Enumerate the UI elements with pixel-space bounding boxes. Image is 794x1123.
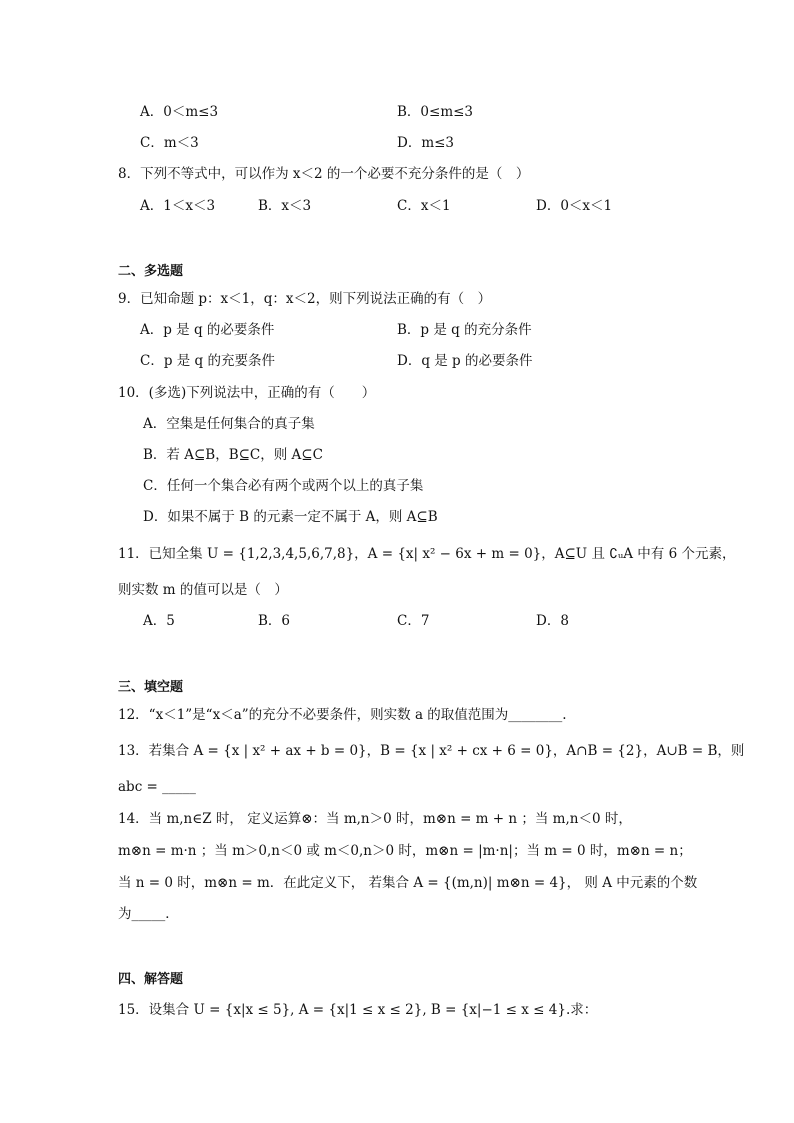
section-title-solution: 四、解答题 <box>118 972 184 987</box>
q9-option-c: C．p 是 q 的充要条件 <box>140 353 275 369</box>
q9-option-d: D．q 是 p 的必要条件 <box>397 353 533 369</box>
q8-stem: 8．下列不等式中，可以作为 x＜2 的一个必要不充分条件的是（ ） <box>118 166 530 182</box>
q8-option-a: A．1＜x＜3 <box>140 198 216 214</box>
q11-option-b: B．6 <box>258 613 291 629</box>
q11-option-d: D．8 <box>536 613 569 629</box>
q8-option-b: B．x＜3 <box>258 198 312 214</box>
q7-option-b: B．0≤m≤3 <box>397 104 474 120</box>
q7-option-d: D．m≤3 <box>397 135 455 151</box>
q7-option-c: C．m＜3 <box>140 135 199 151</box>
q9-option-b: B．p 是 q 的充分条件 <box>397 322 532 338</box>
q14-line1: 14．当 m,n∈Z 时， 定义运算⊗：当 m,n＞0 时，m⊗n = m + n ；当 m,n＜0 时， <box>118 811 632 827</box>
q9-stem: 9．已知命题 p：x＜1，q：x＜2，则下列说法正确的有（ ） <box>118 291 492 307</box>
q7-option-a: A．0＜m≤3 <box>140 104 219 120</box>
q11-option-a: A．5 <box>143 613 175 629</box>
q10-option-a: A．空集是任何集合的真子集 <box>143 416 315 432</box>
section-title-fill-blank: 三、填空题 <box>118 680 184 695</box>
q14-line3: 当 n = 0 时，m⊗n = m．在此定义下， 若集合 A = {(m,n)| m⊗n = 4}， 则 A 中元素的个数 <box>118 875 698 891</box>
q10-stem: 10．(多选)下列说法中，正确的有（ ） <box>118 385 376 401</box>
q10-option-b: B．若 A⊆B，B⊆C，则 A⊆C <box>143 447 323 463</box>
q11-stem-line2: 则实数 m 的值可以是（ ） <box>118 582 288 598</box>
q14-line2: m⊗n = m·n ；当 m＞0,n＜0 或 m＜0,n＞0 时，m⊗n = |m·n|；当 m = 0 时，m⊗n = n； <box>118 843 692 859</box>
q14-line4: 为_____． <box>118 906 179 922</box>
q8-option-d: D．0＜x＜1 <box>536 198 613 214</box>
q13-line2: abc = _____ <box>118 779 196 795</box>
q11-option-c: C．7 <box>397 613 430 629</box>
section-title-multi-choice: 二、多选题 <box>118 264 184 279</box>
q10-option-d: D．如果不属于 B 的元素一定不属于 A，则 A⊆B <box>143 509 438 525</box>
q8-option-c: C．x＜1 <box>397 198 451 214</box>
q11-stem-line1: 11．已知全集 U = {1,2,3,4,5,6,7,8}，A = {x| x² − 6x + m = 0}，A⊆U 且 ∁ᵤA 中有 6 个元素， <box>118 546 736 562</box>
q15-stem: 15．设集合 U = {x|x ≤ 5}, A = {x|1 ≤ x ≤ 2}, B = {x|−1 ≤ x ≤ 4}.求： <box>118 1002 598 1018</box>
q13-line1: 13．若集合 A = {x | x² + ax + b = 0}，B = {x | x² + cx + 6 = 0}，A∩B = {2}，A∪B = B，则 <box>118 743 745 759</box>
q12-stem: 12．“x＜1”是“x＜a”的充分不必要条件，则实数 a 的取值范围为________. <box>118 707 567 723</box>
q10-option-c: C．任何一个集合必有两个或两个以上的真子集 <box>143 478 424 494</box>
q9-option-a: A．p 是 q 的必要条件 <box>140 322 275 338</box>
